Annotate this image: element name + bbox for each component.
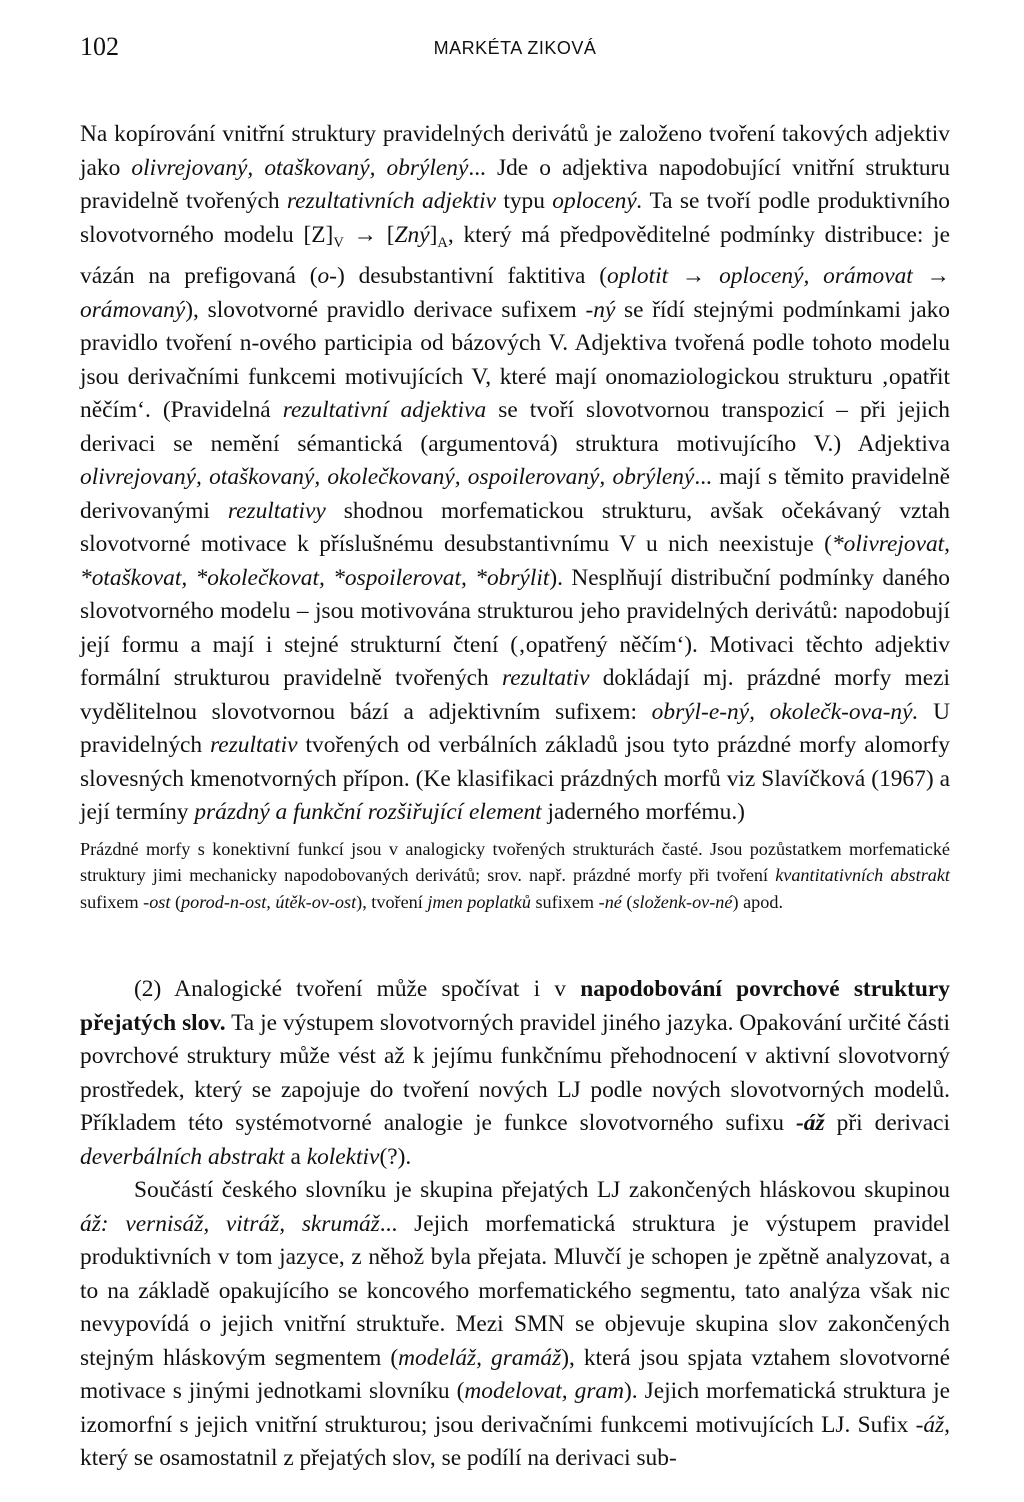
text-run: který se osamostatnil z přejatých slov, se podílí na derivaci sub- [80,1445,677,1472]
text-run: ( [621,891,633,912]
section-gap [80,915,950,973]
text-run: ). Nesplňují distribuční podmínky daného slovotvorného modelu – jsou motivována strukturou jeho pravidelných derivátů: napodobují její formu a mají i stejné strukturní čtení (‚opatřený něčím‘). Motivaci těchto adjektiv formální strukturou pravidelně tvořených [80,564,950,692]
text-run: kolektiv [306,1143,380,1170]
text-run: ) apod. [732,891,783,912]
text-run: sufixem [530,891,599,912]
text-run: Ta je výstupem slovotvorných pravidel jiného jazyka. Opakování určité části povrchové struktury může vést až k jejímu funkčnímu přehodnocení v aktivní slovotvorný prostředek, který se zapojuje do tvoření nových LJ podle nových slovotvorných modelů. Příkladem této systémotvorné analogie je funkce slovotvorného sufixu [80,1009,950,1137]
note-paragraph [80,836,950,916]
text-run: ), tvoření [356,891,428,912]
text-run: ... Jejich morfematická struktura je výstupem pravidel produktivních v tom jazyce, z něhož byla přejata. Mluvčí je schopen je zpětně analyzovat, a to na základě opakujícího se koncového morfematického segmentu, tato analýza však nic nevypovídá o jejich vnitřní struktuře. Mezi SMN se objevuje skupina slov zakončených stejným hláskovým segmentem ( [80,1210,950,1371]
text-run: -ost [143,891,171,912]
text-run: olivrejovaný, otaškovaný, okolečkovaný, ospoilerovaný, obrýlený [80,464,695,491]
text-run: rezultativ [501,665,590,692]
text-run: *olivrejovat, *otaškovat, *okolečkovat, *ospoilerovat, *obrýlit [80,531,950,591]
text-run: obrýl-e-ný, okolečk-ova-ný. [651,698,919,725]
text-run: ). Jejich morfematická struktura je izomorfní s jejich vnitřní strukturou; jsou derivačními funkcemi motivujících LJ. Sufix [80,1378,950,1438]
text-run: shodnou morfematickou strukturu, avšak očekávaný vztah slovotvorné motivace k příslušnému desubstantivnímu V u nich neexistuje ( [80,497,950,558]
text-run: oplotit → oplocený, orámovat → orámovaný [80,263,950,323]
paragraph-1 [80,118,950,830]
text-run: sufixem [80,891,144,912]
text-run: modeláž, gramáž [398,1344,562,1371]
text-run: Na kopírování vnitřní struktury pravidelných derivátů je založeno tvoření takových adjektiv jako [80,121,950,181]
text-run: rezultativy [227,497,326,524]
text-run: oplocený. [552,188,643,214]
paragraph-2 [80,973,950,1174]
text-run: se tvoří slovotvornou transpozicí – při jejich derivaci se nemění sémantická (argumentová) struktura motivujícího V.) Adjektiva [80,397,950,457]
text-run: modelovat, gram [464,1378,625,1405]
text-run: , který má předpověditelné podmínky distribuce: je vázán na prefigovaná ( [80,221,950,290]
text-run: -áž [796,1110,825,1137]
text-run: A [437,234,448,251]
page-number: 102 [80,32,119,61]
text-run: olivrejovaný, otaškovaný, obrýlený [131,154,469,181]
text-run: áž: vernisáž, vitráž, skrumáž [80,1210,380,1237]
page [80,30,950,1470]
text-run: ( [170,891,182,912]
text-run: jaderného morfému.) [541,799,745,826]
text-run: kvantitativních abstrakt [775,865,950,886]
text-run: ... mají s těmito pravidelně derivovanými [80,464,951,524]
text-run: při derivaci [824,1110,950,1137]
text-run: dokládají mj. prázdné morfy mezi vydělitelnou slovotvornou bází a adjektivním sufixem: [80,665,950,725]
text-run: Ta se tvoří podle produktivního slovotvorného modelu [Z] [80,188,950,248]
text-run: složenk-ov-né [632,891,733,912]
text-run: Prázdné morfy s konektivní funkcí jsou v analogicky tvořených strukturách časté. Jsou pozůstatkem morfematické struktury jimi mechanicky napodobovaných derivátů; srov. např. prázdné morfy při tvoření [80,838,950,886]
text-run: typu [496,188,553,214]
text-run: -ný [585,296,616,323]
text-run: rezultativních adjektiv [286,188,497,214]
text-run: rezultativní adjektiva [282,397,487,424]
text-run: V [333,234,344,251]
text-run: -né [598,891,622,912]
text-run: porod-n-ost, útěk-ov-ost [181,891,357,912]
text-run: → [ [343,221,395,248]
text-run: ) desubstantivní faktitiva ( [336,263,608,290]
text-run: ), která jsou spjata vztahem slovotvorné motivace s jinými jednotkami slovníku ( [80,1344,950,1405]
text-run: ] [429,221,438,248]
text-run: se řídí stejnými podmínkami jako pravidlo tvoření n-ového participia od bázových V. Adjektiva tvořená podle tohoto modelu jsou derivačními funkcemi motivujících V, které mají onomaziologickou strukturu ‚opatřit něčím‘. (Pravidelná [80,296,950,424]
text-run: ... Jde o adjektiva napodobující vnitřní strukturu pravidelně tvořených [80,154,950,214]
text-run: (?). [379,1143,412,1170]
text-run: rezultativ [210,732,298,759]
text-run: ), slovotvorné pravidlo derivace sufixem [185,296,586,323]
paragraph-3 [80,1174,950,1476]
text-run: prázdný a funkční rozšiřující element [194,799,542,826]
text-run: o- [317,263,337,290]
text-run: tvořených od verbálních základů jsou tyto prázdné morfy alomorfy slovesných kmenotvorných přípon. (Ke klasifikaci prázdných morfů viz Slavíčková (1967) a její termíny [80,732,950,826]
text-run: deverbálních abstrakt [80,1143,285,1170]
text-run: U pravidelných [80,698,950,759]
text-run: Součástí českého slovníku je skupina přejatých LJ zakončených hláskovou skupinou [134,1177,950,1204]
text-run: a [284,1143,307,1170]
text-run: Zný [394,221,430,248]
running-head [80,30,950,64]
text-run: jmen poplatků [427,891,531,912]
running-title: MARKÉTA ZIKOVÁ [433,38,597,58]
text-run: (2) Analogické tvoření může spočívat i v [134,976,581,1003]
text-run: napodobování povrchové struktury přejatých slov. [80,976,950,1036]
text-run: -áž, [915,1411,950,1438]
